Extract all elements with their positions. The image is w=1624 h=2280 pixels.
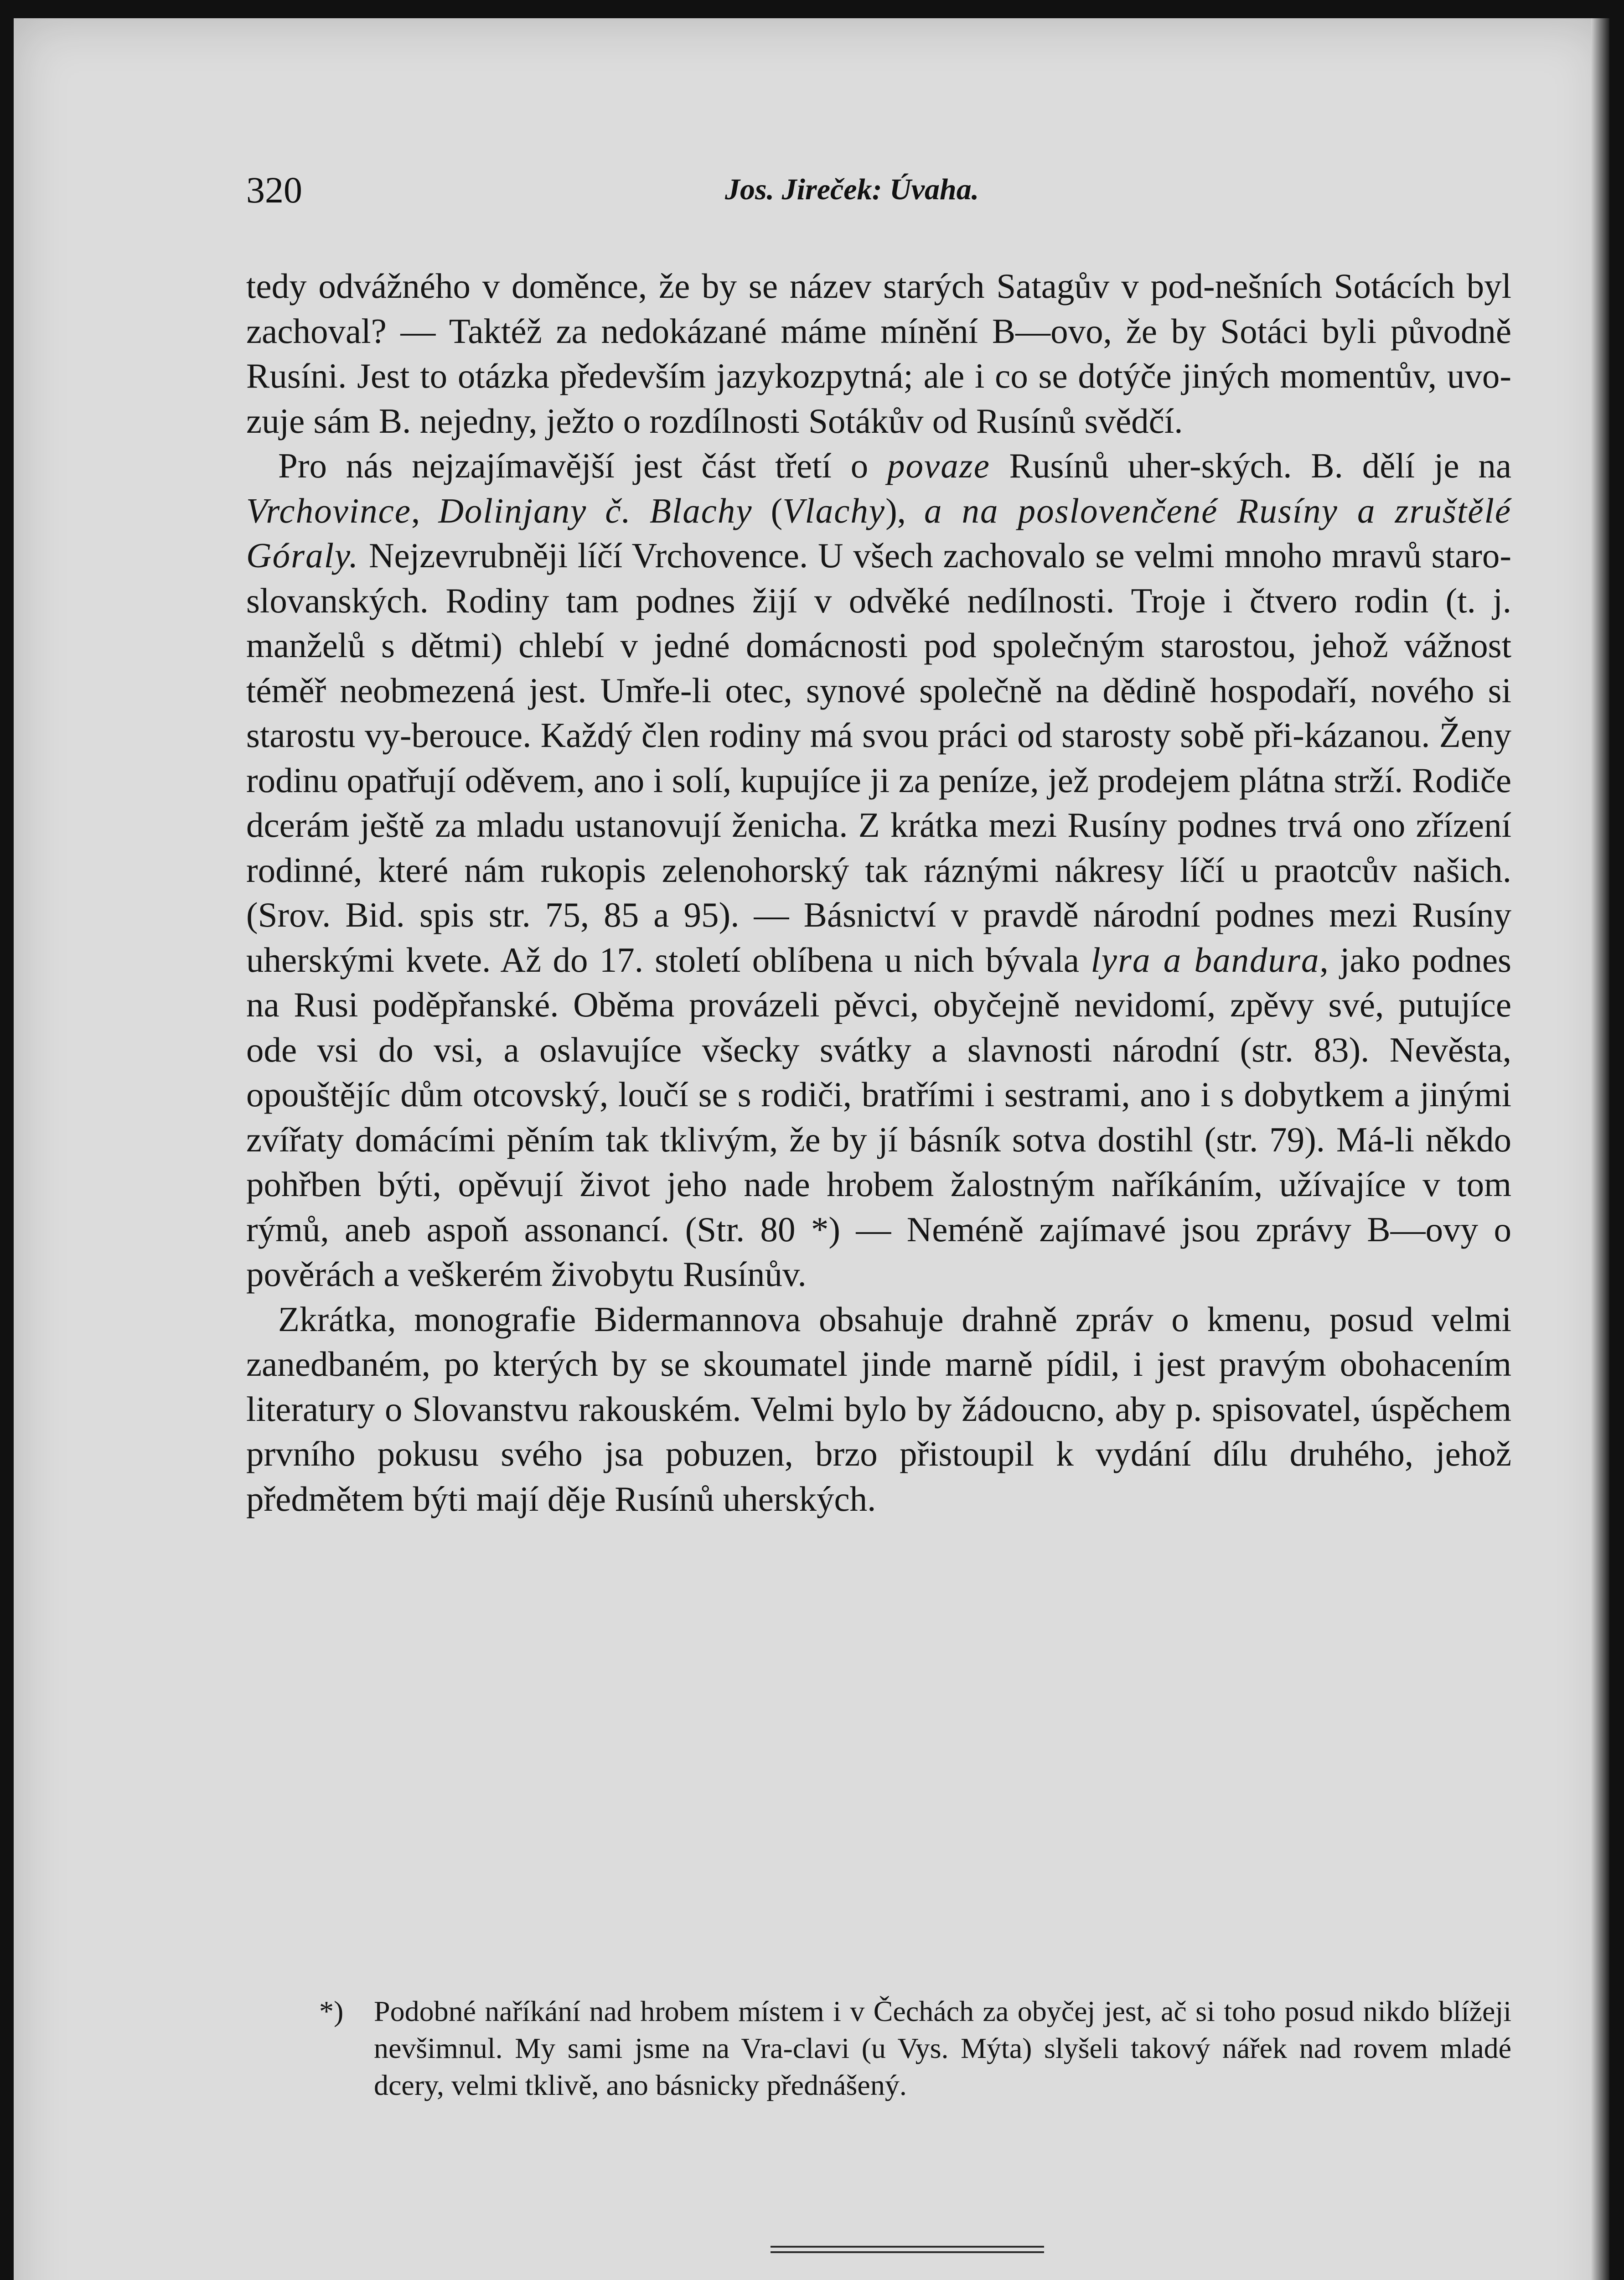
italic-run: lyra a bandura: [1091, 940, 1320, 979]
closing-rule-bottom: [771, 2251, 1044, 2253]
paragraph-3: Zkrátka, monografie Bidermannova obsahuje drahně zpráv o kmenu, posud velmi zanedbaném, po kterých by se skoumatel jinde marně pídil, i jest pravým obohacením literatury o Slovanstvu rakouském. Velmi bylo by žádoucno, aby p. spisovatel, úspěchem prvního pokusu svého jsa pobuzen, brzo přistoupil k vydání dílu druhého, jehož předmětem býti mají děje Rusínů uherských.: [246, 1299, 1511, 1518]
paragraph-2: Pro nás nejzajímavější jest část třetí o povaze Rusínů uher-ských. B. dělí je na Vrchovince, Dolinjany č. Blachy (Vlachy), a na poslovenčené Rusíny a zruštělé Góraly. Nejzevrubněji líčí Vrchovence. U všech zachovalo se velmi mnoho mravů staro-slovanských. Rodiny tam podnes žijí v odvěké nedílnosti. Troje i čtvero rodin (t. j. manželů s dětmi) chlebí v jedné domácnosti pod společným starostou, jehož vážnost téměř neobmezená jest. Umře-li otec, synové společně na dědině hospodaří, nového si starostu vy-berouce. Každý člen rodiny má svou práci od starosty sobě při-kázanou. Ženy rodinu opatřují oděvem, ano i solí, kupujíce ji za peníze, jež prodejem plátna strží. Rodiče dcerám ještě za mladu ustanovují ženicha. Z krátka mezi Rusíny podnes trvá ono zřízení rodinné, které nám rukopis zelenohorský tak ráznými nákresy líčí u praotcův našich. (Srov. Bid. spis str. 75, 85 a 95). — Básnictví v pravdě národní podnes mezi Rusíny uherskými kvete. Až do 17. století oblíbena u nich bývala lyra a bandura, jako podnes na Rusi poděpřanské. Oběma provázeli pěvci, obyčejně nevidomí, zpěvy své, putujíce ode vsi do vsi, a oslavujíce všecky svátky a slavnosti národní (str. 83). Nevěsta, opouštějíc dům otcovský, loučí se s rodiči, bratřími i sestrami, ano i s dobytkem a jinými zvířaty domácími pěním tak tklivým, že by jí básník sotva dostihl (str. 79). Má-li někdo pohřben býti, opěvují život jeho nade hrobem žalostným naříkáním, užívajíce v tom rýmů, aneb aspoň assonancí. (Str. 80 *) — Neméně zajímavé jsou zprávy B—ovy o pověrách a veškerém živobytu Rusínův.: [246, 446, 1512, 1294]
footnote: [264, 1993, 1511, 2104]
italic-run: č.: [605, 491, 631, 530]
closing-rule-top: [771, 2246, 1044, 2248]
page-edge-shadow: [1591, 18, 1609, 2280]
book-page: [14, 18, 1609, 2280]
footnote-text: Podobné naříkání nad hrobem místem i v Čechách za obyčej jest, ač si toho posud nikdo blížeji nevšimnul. My sami jsme na Vra-clavi (u Vys. Mýta) slyšeli takový nářek nad rovem mladé dcery, velmi tklivě, ano básnicky přednášený.: [374, 1995, 1511, 2101]
italic-run: Dolinjany: [438, 491, 587, 530]
running-head: [246, 169, 1536, 223]
page-number: 320: [246, 169, 302, 211]
italic-run: Vrchovince: [246, 491, 412, 530]
italic-run: Vlachy: [782, 491, 886, 530]
italic-run: Blachy: [649, 491, 753, 530]
italic-run: povaze: [887, 446, 990, 485]
running-title: Jos. Jireček: Úvaha.: [725, 173, 979, 206]
paragraph-1: tedy odvážného v doměnce, že by se název starých Satagův v pod-nešních Sotácích byl zachoval? — Taktéž za nedokázané máme mínění B—ovo, že by Sotáci byli původně Rusíni. Jest to otázka především jazykozpytná; ale i co se dotýče jiných momentův, uvo-zuje sám B. nejedny, ježto o rozdílnosti Sotákův od Rusínů svědčí.: [246, 266, 1511, 440]
body-text: [246, 264, 1511, 1521]
footnote-marker: *): [319, 1995, 344, 2027]
italic-run: a na poslovenčené Rusíny a zruštělé Góraly.: [246, 491, 1512, 575]
